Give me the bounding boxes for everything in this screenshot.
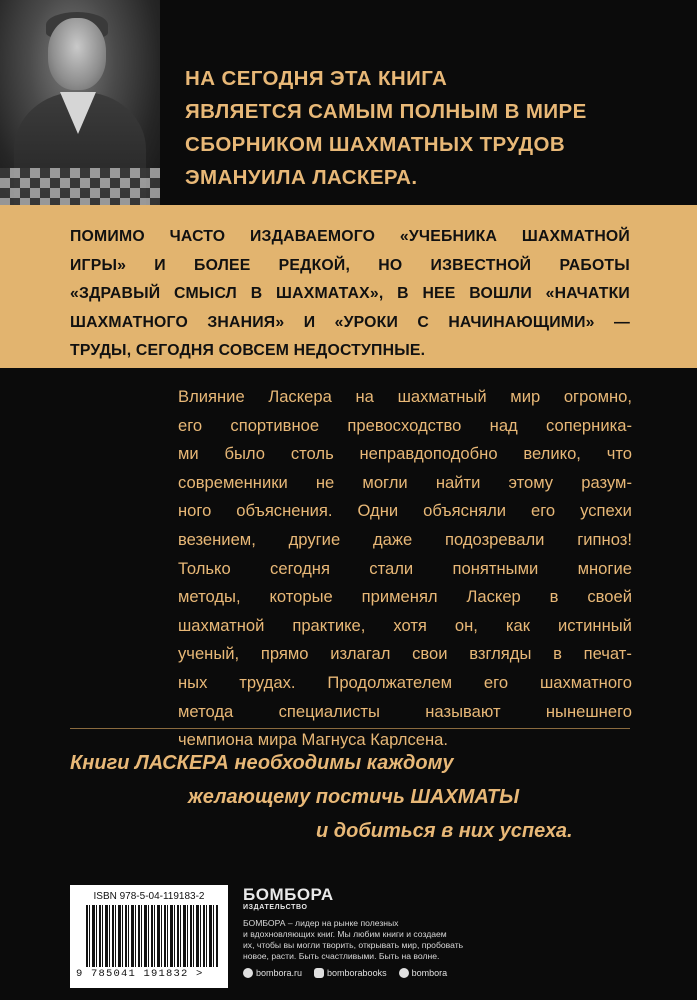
body-line bbox=[178, 469, 632, 498]
word: он, bbox=[454, 615, 478, 635]
social-telegram[interactable] bbox=[399, 968, 448, 978]
word: прямо bbox=[260, 644, 309, 664]
headline-line: ЭМАНУИЛА ЛАСКЕРА. bbox=[185, 166, 418, 189]
word: понятными bbox=[452, 558, 539, 578]
body-line bbox=[178, 583, 632, 612]
word: в bbox=[553, 644, 562, 664]
word: разум- bbox=[581, 472, 632, 492]
word: превосходство bbox=[347, 415, 462, 435]
body-line bbox=[178, 555, 632, 584]
word: огромно, bbox=[563, 387, 632, 406]
word: ИГРЫ» bbox=[70, 256, 127, 274]
word: шахматный bbox=[397, 387, 487, 406]
word: излагал bbox=[330, 644, 391, 664]
word: С bbox=[417, 313, 429, 331]
word: мир bbox=[510, 387, 541, 406]
body-line bbox=[178, 440, 632, 469]
social-website-label: bombora.ru bbox=[256, 968, 303, 978]
publisher-desc-line: БОМБОРА – лидер на рынке полезных bbox=[243, 918, 399, 928]
word: этому bbox=[508, 472, 554, 492]
band-line: ТРУДЫ, СЕГОДНЯ СОВСЕМ НЕДОСТУПНЫЕ. bbox=[70, 342, 426, 359]
author-photo bbox=[0, 0, 160, 205]
word: его bbox=[483, 672, 509, 692]
word: что bbox=[606, 444, 632, 464]
word: стали bbox=[369, 558, 414, 578]
word: «НАЧАТКИ bbox=[545, 285, 630, 302]
word: могли bbox=[362, 472, 408, 492]
word: ПОМИМО bbox=[70, 228, 145, 245]
word: ного bbox=[178, 501, 212, 521]
barcode-bars bbox=[86, 905, 218, 967]
word: И bbox=[154, 256, 166, 274]
globe-icon bbox=[243, 968, 253, 978]
barcode bbox=[70, 885, 228, 988]
body-text bbox=[178, 383, 632, 755]
word: применял bbox=[361, 587, 438, 607]
word: неправдоподобно bbox=[359, 444, 498, 464]
word: специалисты bbox=[278, 701, 380, 721]
word: объясняли bbox=[423, 501, 507, 521]
barcode-digits: 9 785041 191832 > bbox=[76, 968, 204, 980]
word: спортивное bbox=[230, 415, 320, 435]
word: ми bbox=[178, 444, 199, 464]
social-vk[interactable] bbox=[314, 968, 387, 978]
word: успехи bbox=[580, 501, 632, 521]
word: столь bbox=[290, 444, 334, 464]
word: ЧАСТО bbox=[169, 228, 226, 245]
word: В bbox=[250, 285, 263, 302]
publisher-desc-line: и вдохновляющих книг. Мы любим книги и создаем bbox=[243, 929, 447, 939]
word: своей bbox=[587, 587, 632, 607]
word: БОЛЕЕ bbox=[194, 256, 251, 274]
word: НЕЕ bbox=[422, 285, 456, 302]
word: которые bbox=[269, 587, 333, 607]
word: шахматного bbox=[539, 672, 632, 692]
word: объяснения. bbox=[236, 501, 333, 521]
body-line bbox=[178, 640, 632, 669]
word: трудах. bbox=[239, 672, 296, 692]
word: даже bbox=[372, 529, 413, 549]
word: как bbox=[505, 615, 530, 635]
highlight-band bbox=[0, 205, 697, 368]
word: ВОШЛИ bbox=[469, 285, 532, 302]
word: гипноз! bbox=[577, 529, 632, 549]
body-line bbox=[178, 698, 632, 727]
word: нынешнего bbox=[545, 701, 632, 721]
word: ученый, bbox=[178, 644, 240, 664]
slogan-line: Книги ЛАСКЕРА необходимы каждому bbox=[70, 752, 454, 774]
body-line: чемпиона мира Магнуса Карлсена. bbox=[178, 730, 448, 750]
word: Ласкер bbox=[466, 587, 521, 607]
word: подозревали bbox=[445, 529, 545, 549]
slogan-line: желающему постичь ШАХМАТЫ bbox=[188, 786, 520, 808]
publisher-description bbox=[243, 918, 493, 962]
publisher-desc-line: новое, расти. Быть счастливыми. Быть на волне. bbox=[243, 951, 440, 961]
word: свои bbox=[412, 644, 448, 664]
word: метода bbox=[178, 701, 234, 721]
word: Продолжателем bbox=[327, 672, 453, 692]
word: истинный bbox=[557, 615, 632, 635]
word: было bbox=[224, 444, 266, 464]
word: везением, bbox=[178, 529, 256, 549]
isbn-text: ISBN 978-5-04-119183-2 bbox=[93, 891, 205, 902]
word: Только bbox=[178, 558, 231, 578]
telegram-icon bbox=[399, 968, 409, 978]
body-line bbox=[178, 383, 632, 412]
word: Ласкера bbox=[268, 387, 332, 406]
word: РАБОТЫ bbox=[559, 256, 630, 274]
band-line bbox=[70, 309, 630, 338]
body-line bbox=[178, 612, 632, 641]
body-line bbox=[178, 526, 632, 555]
word: ШАХМАТНОГО bbox=[70, 313, 188, 331]
word: В bbox=[397, 285, 409, 302]
word: хотя bbox=[393, 615, 427, 635]
vk-icon bbox=[314, 968, 324, 978]
word: практике, bbox=[292, 615, 366, 635]
publisher-subtitle: ИЗДАТЕЛЬСТВО bbox=[243, 904, 308, 911]
word: — bbox=[614, 313, 630, 331]
word: СМЫСЛ bbox=[174, 285, 237, 302]
body-line bbox=[178, 412, 632, 441]
social-vk-label: bomborabooks bbox=[327, 968, 387, 978]
word: «УРОКИ bbox=[334, 313, 399, 331]
word: Одни bbox=[357, 501, 399, 521]
word: многие bbox=[577, 558, 632, 578]
publisher-block bbox=[243, 886, 493, 978]
word: «УЧЕБНИКА bbox=[399, 228, 498, 245]
headline-line: ЯВЛЯЕТСЯ САМЫМ ПОЛНЫМ В МИРЕ bbox=[185, 100, 587, 123]
word: ЗНАНИЯ» bbox=[207, 313, 285, 331]
word: найти bbox=[435, 472, 481, 492]
word: ИЗДАВАЕМОГО bbox=[249, 228, 376, 245]
word: над bbox=[489, 415, 518, 435]
word: на bbox=[355, 387, 374, 406]
chessboard bbox=[0, 168, 160, 205]
word: другие bbox=[288, 529, 341, 549]
band-line bbox=[70, 252, 630, 281]
word: Влияние bbox=[178, 387, 245, 406]
word: ШАХМАТАХ», bbox=[276, 285, 384, 302]
word: современники bbox=[178, 472, 288, 492]
headline-line: СБОРНИКОМ ШАХМАТНЫХ ТРУДОВ bbox=[185, 133, 566, 156]
headline bbox=[185, 62, 685, 194]
word: велико, bbox=[523, 444, 581, 464]
word: его bbox=[178, 415, 203, 435]
word: соперника- bbox=[546, 415, 632, 435]
word: ных bbox=[178, 672, 208, 692]
social-telegram-label: bombora bbox=[411, 968, 448, 978]
band-text bbox=[70, 223, 630, 366]
social-links bbox=[243, 968, 493, 978]
word: РЕДКОЙ, bbox=[278, 256, 351, 274]
word: «ЗДРАВЫЙ bbox=[70, 285, 161, 302]
word: ИЗВЕСТНОЙ bbox=[430, 256, 532, 274]
publisher-logo: БОМБОРА bbox=[243, 885, 334, 904]
headline-line: НА СЕГОДНЯ ЭТА КНИГА bbox=[185, 67, 448, 90]
word: называют bbox=[425, 701, 501, 721]
body-line bbox=[178, 497, 632, 526]
band-line bbox=[70, 280, 630, 309]
word: НАЧИНАЮЩИМИ» bbox=[448, 313, 595, 331]
slogan-line: и добиться в них успеха. bbox=[316, 820, 573, 842]
word: в bbox=[549, 587, 559, 607]
word: методы, bbox=[178, 587, 241, 607]
word: его bbox=[531, 501, 556, 521]
word: И bbox=[303, 313, 316, 331]
word: взгляды bbox=[469, 644, 532, 664]
band-line bbox=[70, 223, 630, 252]
word: не bbox=[315, 472, 335, 492]
word: шахматной bbox=[178, 615, 265, 635]
publisher-desc-line: их, чтобы вы могли творить, открывать мир, пробовать bbox=[243, 940, 464, 950]
photo-head bbox=[48, 18, 106, 90]
word: сегодня bbox=[270, 558, 330, 578]
word: печат- bbox=[583, 644, 632, 664]
divider bbox=[70, 728, 630, 729]
social-website[interactable] bbox=[243, 968, 302, 978]
body-line bbox=[178, 669, 632, 698]
word: НО bbox=[378, 256, 403, 274]
word: ШАХМАТНОЙ bbox=[521, 228, 630, 245]
